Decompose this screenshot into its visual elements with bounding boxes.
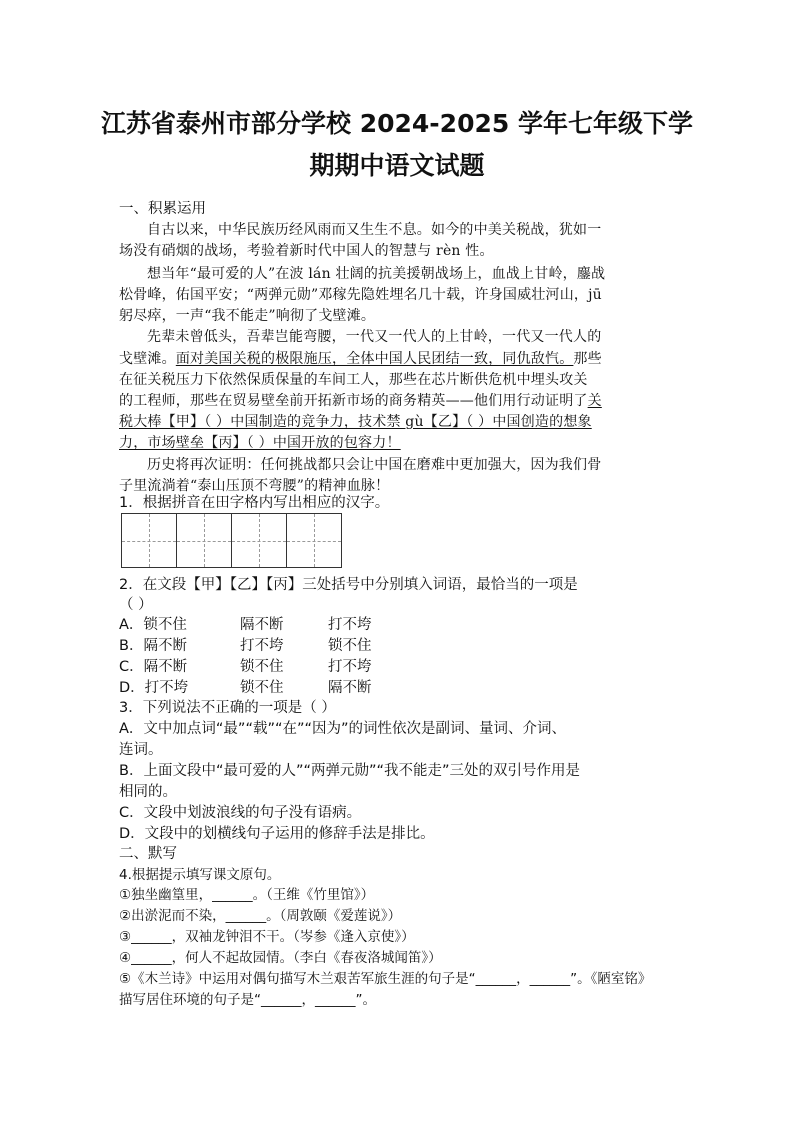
tianzige-cell[interactable]: [231, 513, 287, 568]
exam-title-line2: 期期中语文试题: [309, 151, 485, 180]
option-word: C．隔不断: [119, 659, 188, 675]
underlined-text: 关: [587, 393, 602, 409]
passage-text: 的工程师，那些在贸易壁垒前开拓新市场的商务精英——他们用行动证明了: [119, 393, 588, 409]
option-word: 打不垮: [328, 659, 372, 675]
option-word: A．锁不住: [119, 617, 187, 633]
option-word: 隔不断: [328, 680, 372, 696]
passage-line: 想当年“最可爱的人”在波 lán 壮阔的抗美援朝战场上，血战上甘岭，鏖战: [147, 266, 606, 282]
option-word: 隔不断: [240, 617, 284, 633]
q3-option-b-cont: 相同的。: [119, 784, 177, 800]
passage-line: [119, 350, 602, 368]
dictation-item-2: ②出淤泥而不染，______。（周敦颐《爱莲说》）: [119, 908, 402, 924]
dictation-item-5: ⑤《木兰诗》中运用对偶句描写木兰艰苦军旅生涯的句子是“______，______”。《陋室铭》: [119, 971, 652, 987]
passage-text: 那些: [573, 351, 602, 367]
dictation-item-3: ③______，双袖龙钟泪不干。（岑参《逢入京使》）: [119, 929, 415, 945]
passage-line: 躬尽瘁，一声“我不能走”响彻了戈壁滩。: [119, 308, 376, 324]
dictation-item-4: ④______，何人不起故园情。（李白《春夜洛城闻笛》）: [119, 950, 442, 966]
q3-option-d[interactable]: D．文段中的划横线句子运用的修辞手法是排比。: [119, 826, 435, 842]
q2-option-a[interactable]: [119, 616, 372, 634]
question-3: 3．下列说法不正确的一项是（ ）: [119, 700, 336, 716]
tianzige-cell[interactable]: [176, 513, 232, 568]
option-word: 打不垮: [240, 638, 284, 654]
option-word: 锁不住: [328, 638, 372, 654]
option-word: 打不垮: [328, 617, 372, 633]
wavy-line-sentence: 面对美国关税的极限施压，全体中国人民团结一致，同仇敌忾。: [175, 351, 574, 367]
passage-line: 自古以来，中华民族历经风雨而又生生不息。如今的中美关税战，犹如一: [147, 222, 602, 238]
tianzige-grid[interactable]: [121, 513, 346, 568]
tianzige-cell[interactable]: [286, 513, 342, 568]
option-word: B．隔不断: [119, 638, 187, 654]
question-4: 4.根据提示填写课文原句。: [119, 867, 281, 883]
exam-title-line1: 江苏省泰州市部分学校 2024-2025 学年七年级下学: [101, 109, 693, 138]
passage-line: 场没有硝烟的战场，考验着新时代中国人的智慧与 rèn 性。: [119, 243, 494, 259]
passage-line: 子里流淌着“泰山压顶不弯腰”的精神血脉！: [119, 478, 390, 494]
passage-line: 先辈未曾低头，吾辈岂能弯腰，一代又一代人的上甘岭，一代又一代人的: [147, 329, 602, 345]
question-2-paren: （ ）: [119, 597, 153, 613]
q2-option-b[interactable]: [119, 637, 372, 655]
passage-text: 戈壁滩。: [119, 351, 176, 367]
q3-option-a-cont: 连词。: [119, 742, 163, 758]
passage-line: 松骨峰，佑国平安；“两弹元勋”邓稼先隐姓埋名几十载，许身国威壮河山，jū: [119, 287, 602, 303]
section-heading-1: 一、积累运用: [119, 201, 206, 217]
option-word: 锁不住: [240, 659, 284, 675]
dictation-item-1: ①独坐幽篁里，______。（王维《竹里馆》）: [119, 887, 375, 903]
section-heading-2: 二、默写: [119, 846, 177, 862]
q3-option-b[interactable]: B．上面文段中“最可爱的人”“两弹元勋”“我不能走”三处的双引号作用是: [119, 763, 581, 779]
q3-option-a[interactable]: A．文中加点词“最”“载”“在”“因为”的词性依次是副词、量词、介词、: [119, 721, 567, 737]
passage-line: 在征关税压力下依然保质保量的车间工人，那些在芯片断供危机中埋头攻关: [119, 372, 588, 388]
underlined-parallel-line: 税大棒【甲】（ ）中国制造的竞争力，技术禁 gù【乙】（ ）中国创造的想象: [119, 414, 592, 430]
option-word: 锁不住: [240, 680, 284, 696]
tianzige-cell[interactable]: [121, 513, 177, 568]
option-word: D．打不垮: [119, 680, 189, 696]
question-2: 2．在文段【甲】【乙】【丙】三处括号中分别填入词语，最恰当的一项是: [119, 577, 578, 593]
passage-line: 历史将再次证明：任何挑战都只会让中国在磨难中更加强大，因为我们骨: [147, 457, 602, 473]
question-1: 1．根据拼音在田字格内写出相应的汉字。: [119, 495, 390, 511]
dictation-item-5-cont: 描写居住环境的句子是“______，______”。: [119, 992, 376, 1008]
q2-option-c[interactable]: [119, 658, 372, 676]
q2-option-d[interactable]: [119, 679, 372, 697]
underlined-parallel-line: 力，市场壁垒【丙】（ ）中国开放的包容力！: [119, 435, 401, 451]
passage-line: [119, 392, 602, 410]
q3-option-c[interactable]: C．文段中划波浪线的句子没有语病。: [119, 805, 362, 821]
